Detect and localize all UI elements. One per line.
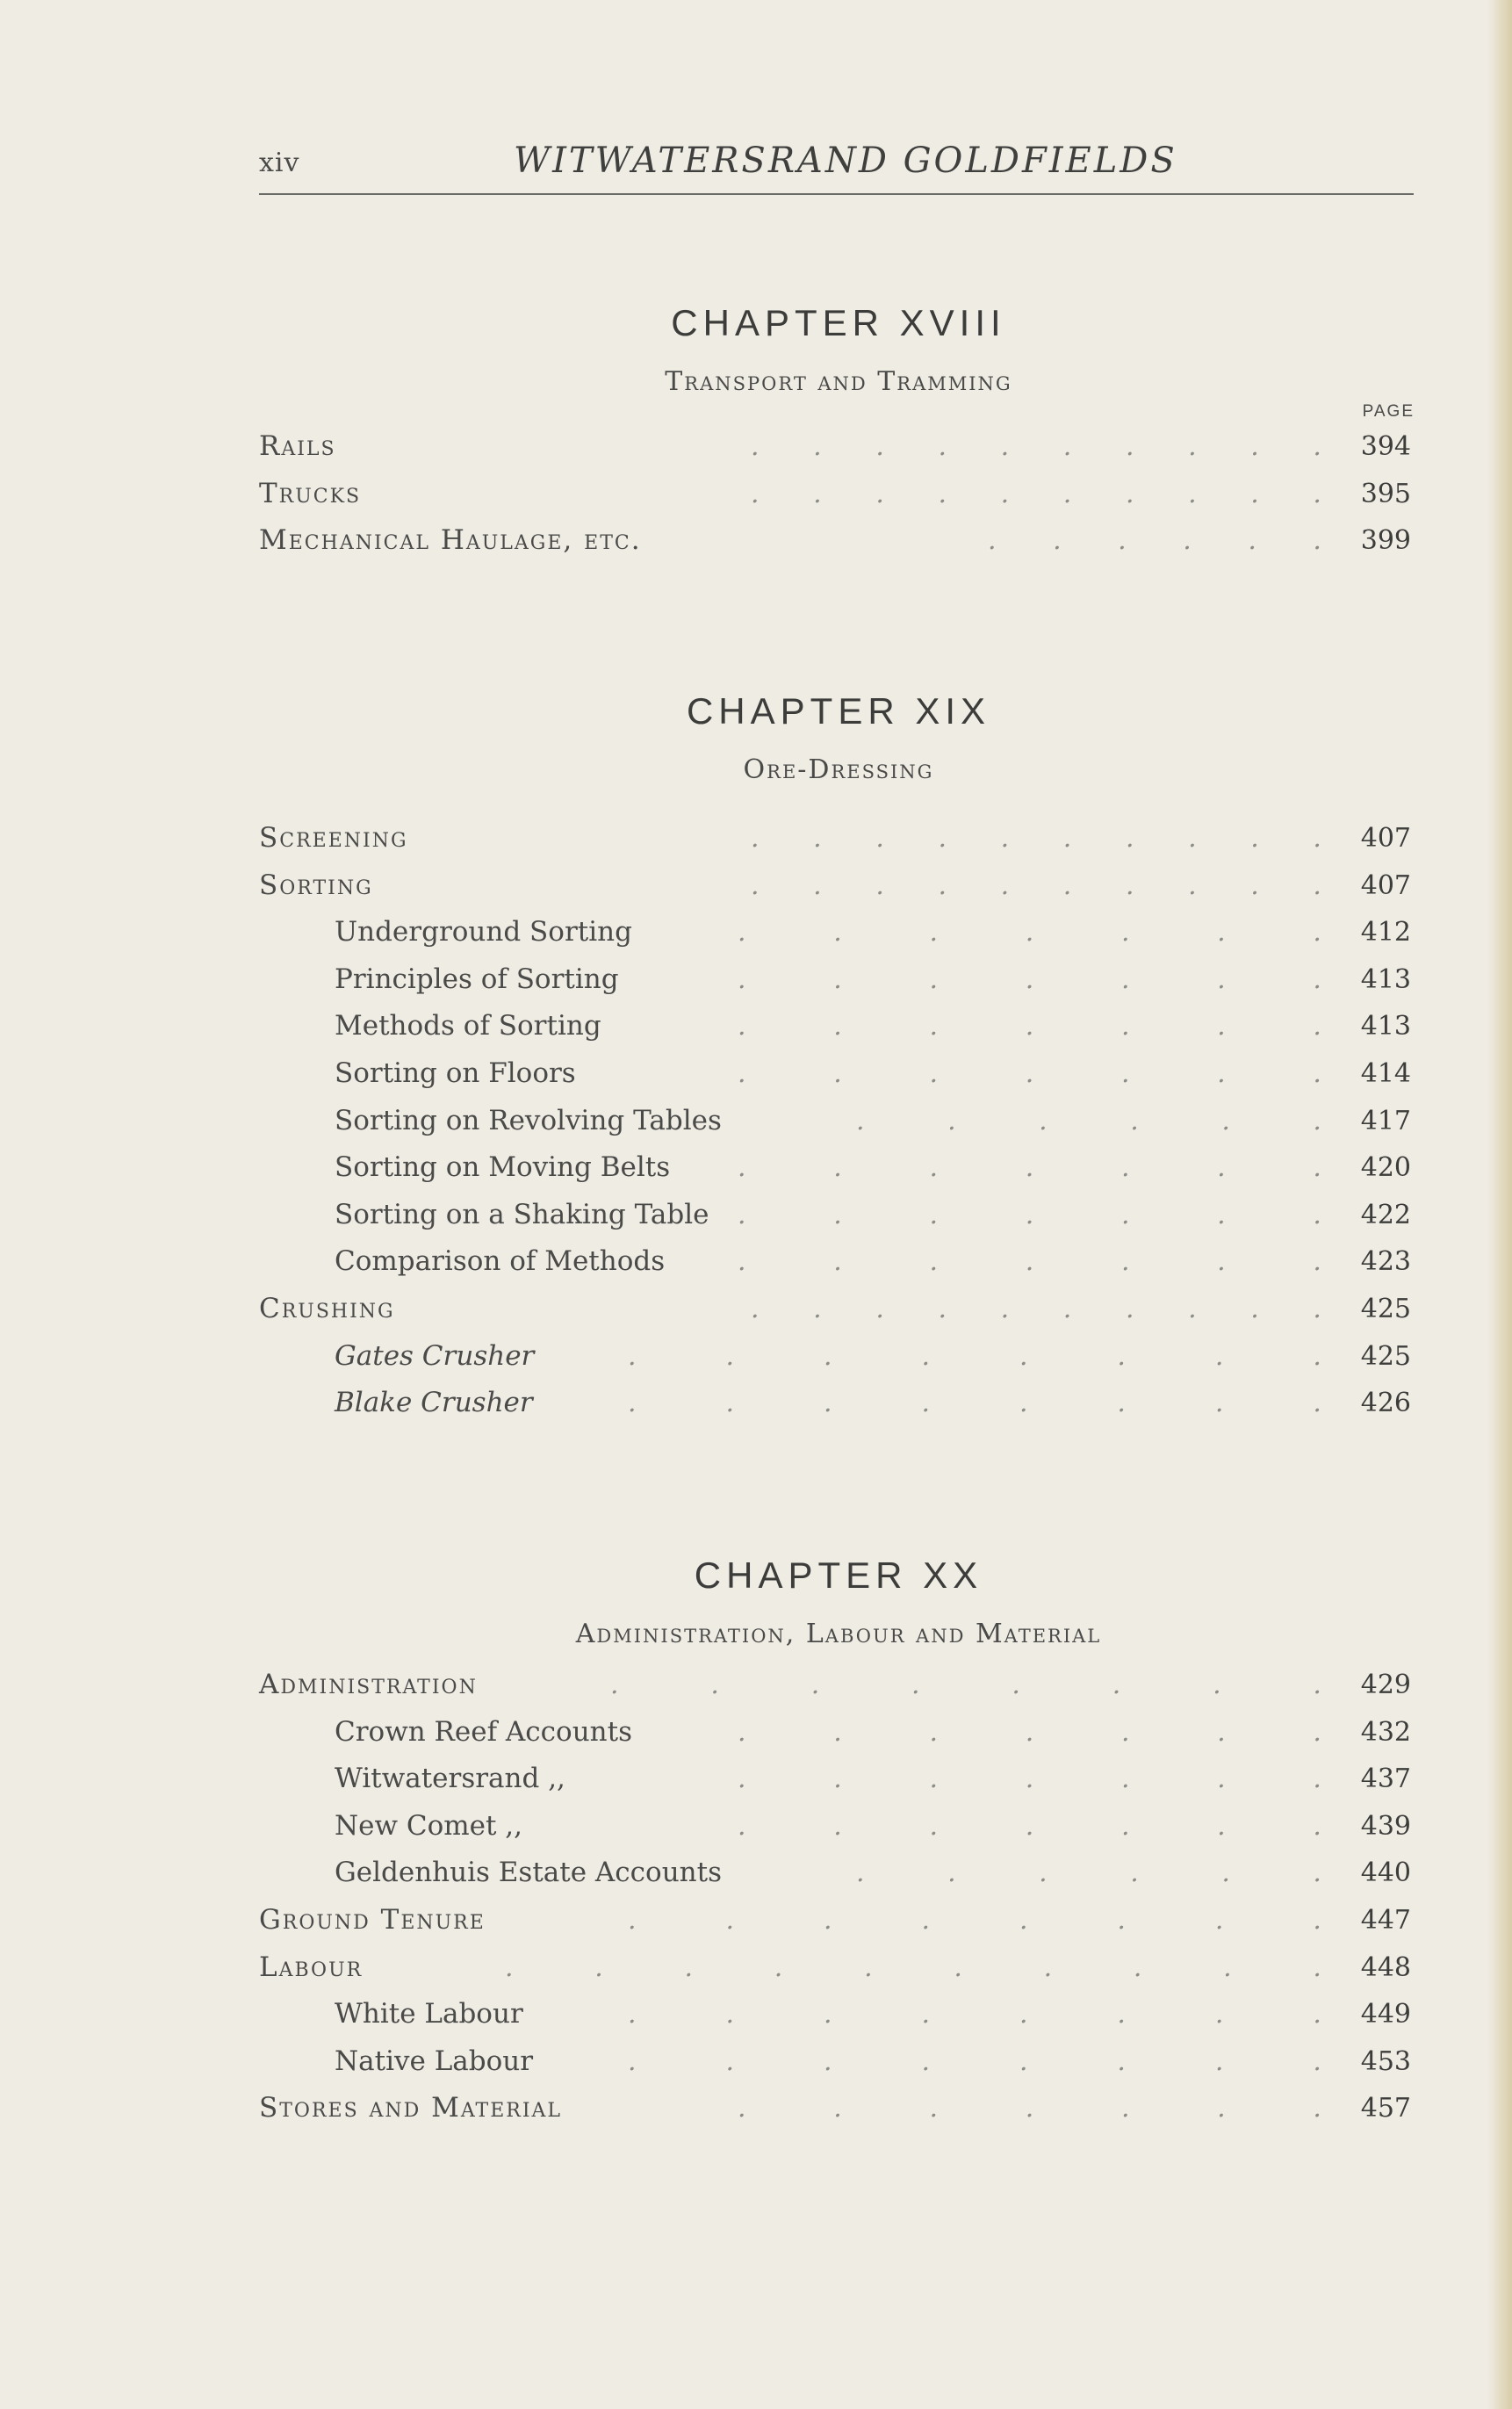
toc-entry-page: 432 bbox=[1360, 1716, 1411, 1748]
chapter-title: CHAPTER XVIII bbox=[671, 302, 1006, 343]
toc-entry-page: 457 bbox=[1360, 2093, 1411, 2124]
toc-entry-label: New Comet ,, bbox=[335, 1809, 523, 1842]
toc-entry-page: 440 bbox=[1360, 1857, 1411, 1889]
toc-list bbox=[259, 423, 1418, 565]
running-head bbox=[259, 141, 1414, 193]
toc-entry[interactable] bbox=[259, 1333, 1418, 1381]
toc-entry-label: Administration bbox=[259, 1669, 478, 1700]
page-number: xiv bbox=[259, 148, 300, 178]
toc-entry-page: 449 bbox=[1360, 1999, 1411, 2030]
toc-entry-label: Sorting on Revolving Tables bbox=[335, 1104, 722, 1136]
toc-entry[interactable] bbox=[259, 1897, 1418, 1944]
toc-entry-page: 437 bbox=[1360, 1763, 1411, 1795]
toc-entry-label: Stores and Material bbox=[259, 2092, 563, 2124]
toc-entry-page: 399 bbox=[1360, 525, 1411, 557]
toc-entry[interactable] bbox=[259, 1944, 1418, 1992]
toc-entry[interactable] bbox=[259, 517, 1418, 565]
toc-entry-page: 412 bbox=[1360, 917, 1411, 948]
toc-entry-label: Mechanical Haulage, etc. bbox=[259, 524, 642, 557]
toc-list bbox=[259, 1662, 1418, 2132]
toc-entry-label: Principles of Sorting bbox=[335, 963, 619, 995]
toc-entry-label: Crushing bbox=[259, 1292, 395, 1324]
toc-entry-page: 413 bbox=[1360, 963, 1411, 995]
toc-entry-page: 447 bbox=[1360, 1904, 1411, 1936]
toc-entry-label: Gates Crusher bbox=[335, 1339, 535, 1372]
toc-entry-page: 422 bbox=[1360, 1199, 1411, 1230]
dot-leaders: . . . . . . . . bbox=[610, 1670, 1321, 1700]
dot-leaders: . . . . . . . . . . bbox=[751, 431, 1321, 462]
dot-leaders: . . . . . . . bbox=[738, 1246, 1321, 1278]
dot-leaders: . . . . . . . bbox=[738, 1011, 1321, 1042]
header-rule bbox=[259, 193, 1414, 195]
toc-entry[interactable] bbox=[259, 1003, 1418, 1050]
dot-leaders: . . . . . . . bbox=[738, 1716, 1321, 1748]
toc-entry-page: 423 bbox=[1360, 1246, 1411, 1278]
toc-entry[interactable] bbox=[259, 1286, 1418, 1333]
chapter-xviii bbox=[259, 297, 1418, 565]
page-edge bbox=[1487, 0, 1512, 2409]
toc-entry-page: 395 bbox=[1360, 478, 1411, 509]
toc-entry[interactable] bbox=[259, 1709, 1418, 1756]
dot-leaders: . . . . . . . . bbox=[628, 1904, 1321, 1936]
toc-entry[interactable] bbox=[259, 423, 1418, 471]
dot-leaders: . . . . . . . . . . bbox=[751, 869, 1321, 901]
chapter-title: CHAPTER XX bbox=[694, 1554, 983, 1596]
chapter-xix bbox=[259, 685, 1418, 1427]
toc-entry-label: Witwatersrand ,, bbox=[335, 1763, 565, 1795]
dot-leaders: . . . . . . . . . . bbox=[505, 1951, 1321, 1983]
dot-leaders: . . . . . . . bbox=[738, 963, 1321, 995]
toc-entry-label: Sorting on a Shaking Table bbox=[335, 1198, 709, 1230]
toc-entry-page: 429 bbox=[1360, 1670, 1411, 1700]
toc-entry-page: 448 bbox=[1360, 1951, 1411, 1983]
toc-entry[interactable] bbox=[259, 862, 1418, 910]
chapter-title: CHAPTER XIX bbox=[686, 690, 991, 732]
toc-entry-label: White Labour bbox=[335, 1998, 523, 2030]
toc-entry-label: Sorting on Moving Belts bbox=[335, 1151, 671, 1184]
toc-entry[interactable] bbox=[259, 956, 1418, 1004]
toc-entry-label: Sorting on Floors bbox=[335, 1057, 576, 1089]
toc-entry-label: Rails bbox=[259, 430, 336, 462]
dot-leaders: . . . . . . . bbox=[738, 1057, 1321, 1089]
toc-entry-page: 426 bbox=[1360, 1388, 1411, 1419]
toc-entry[interactable] bbox=[259, 1756, 1418, 1803]
toc-entry[interactable] bbox=[259, 1662, 1418, 1709]
page-column-label: PAGE bbox=[1362, 402, 1415, 421]
toc-entry-page: 439 bbox=[1360, 1810, 1411, 1842]
dot-leaders: . . . . . . . . . . bbox=[751, 1293, 1321, 1324]
dot-leaders: . . . . . . . bbox=[738, 2093, 1321, 2124]
toc-entry-page: 425 bbox=[1360, 1340, 1411, 1372]
chapter-subtitle: Ore-Dressing bbox=[743, 754, 934, 785]
dot-leaders: . . . . . . bbox=[856, 1857, 1321, 1889]
toc-entry[interactable] bbox=[259, 1991, 1418, 2038]
toc-entry[interactable] bbox=[259, 1238, 1418, 1286]
toc-entry[interactable] bbox=[259, 1803, 1418, 1850]
toc-entry-page: 417 bbox=[1360, 1105, 1411, 1136]
running-title: WITWATERSRAND GOLDFIELDS bbox=[514, 141, 1177, 181]
toc-entry-page: 394 bbox=[1360, 431, 1411, 462]
toc-entry-label: Screening bbox=[259, 822, 408, 854]
dot-leaders: . . . . . . bbox=[856, 1105, 1321, 1136]
toc-entry-page: 414 bbox=[1360, 1057, 1411, 1089]
toc-entry-page: 407 bbox=[1360, 823, 1411, 854]
toc-entry[interactable] bbox=[259, 2038, 1418, 2086]
toc-entry-label: Trucks bbox=[259, 477, 362, 509]
dot-leaders: . . . . . . . . bbox=[628, 1340, 1321, 1372]
toc-entry-label: Labour bbox=[259, 1951, 364, 1983]
toc-entry[interactable] bbox=[259, 1380, 1418, 1427]
toc-entry-page: 425 bbox=[1360, 1293, 1411, 1324]
toc-entry[interactable] bbox=[259, 909, 1418, 956]
toc-entry-page: 420 bbox=[1360, 1152, 1411, 1184]
toc-entry[interactable] bbox=[259, 2085, 1418, 2132]
toc-entry-label: Methods of Sorting bbox=[335, 1010, 601, 1042]
toc-entry[interactable] bbox=[259, 1098, 1418, 1145]
toc-entry[interactable] bbox=[259, 471, 1418, 518]
dot-leaders: . . . . . . . . bbox=[628, 2045, 1321, 2077]
toc-entry-page: 453 bbox=[1360, 2045, 1411, 2077]
toc-entry[interactable] bbox=[259, 815, 1418, 862]
toc-entry-page: 413 bbox=[1360, 1011, 1411, 1042]
chapter-subtitle: Transport and Tramming bbox=[665, 366, 1012, 397]
toc-entry[interactable] bbox=[259, 1850, 1418, 1897]
toc-entry[interactable] bbox=[259, 1144, 1418, 1192]
dot-leaders: . . . . . . . bbox=[738, 1152, 1321, 1184]
dot-leaders: . . . . . . . bbox=[738, 1199, 1321, 1230]
dot-leaders: . . . . . . . bbox=[738, 1763, 1321, 1795]
dot-leaders: . . . . . . bbox=[988, 525, 1321, 557]
toc-entry-label: Comparison of Methods bbox=[335, 1245, 666, 1278]
dot-leaders: . . . . . . . . . . bbox=[751, 478, 1321, 509]
dot-leaders: . . . . . . . bbox=[738, 1810, 1321, 1842]
toc-entry-label: Geldenhuis Estate Accounts bbox=[335, 1857, 722, 1889]
dot-leaders: . . . . . . . . . . bbox=[751, 823, 1321, 854]
chapter-subtitle: Administration, Labour and Material bbox=[575, 1619, 1102, 1649]
toc-entry-label: Native Labour bbox=[335, 2045, 534, 2077]
dot-leaders: . . . . . . . . bbox=[628, 1388, 1321, 1419]
toc-entry-label: Underground Sorting bbox=[335, 916, 632, 948]
dot-leaders: . . . . . . . bbox=[738, 917, 1321, 948]
chapter-xx bbox=[259, 1549, 1418, 2132]
toc-entry-label: Ground Tenure bbox=[259, 1903, 486, 1936]
dot-leaders: . . . . . . . . bbox=[628, 1999, 1321, 2030]
toc-entry[interactable] bbox=[259, 1050, 1418, 1098]
toc-entry-page: 407 bbox=[1360, 869, 1411, 901]
toc-entry-label: Crown Reef Accounts bbox=[335, 1715, 632, 1748]
toc-entry[interactable] bbox=[259, 1192, 1418, 1239]
toc-list bbox=[259, 815, 1418, 1427]
toc-entry-label: Blake Crusher bbox=[335, 1387, 533, 1419]
toc-entry-label: Sorting bbox=[259, 869, 373, 901]
